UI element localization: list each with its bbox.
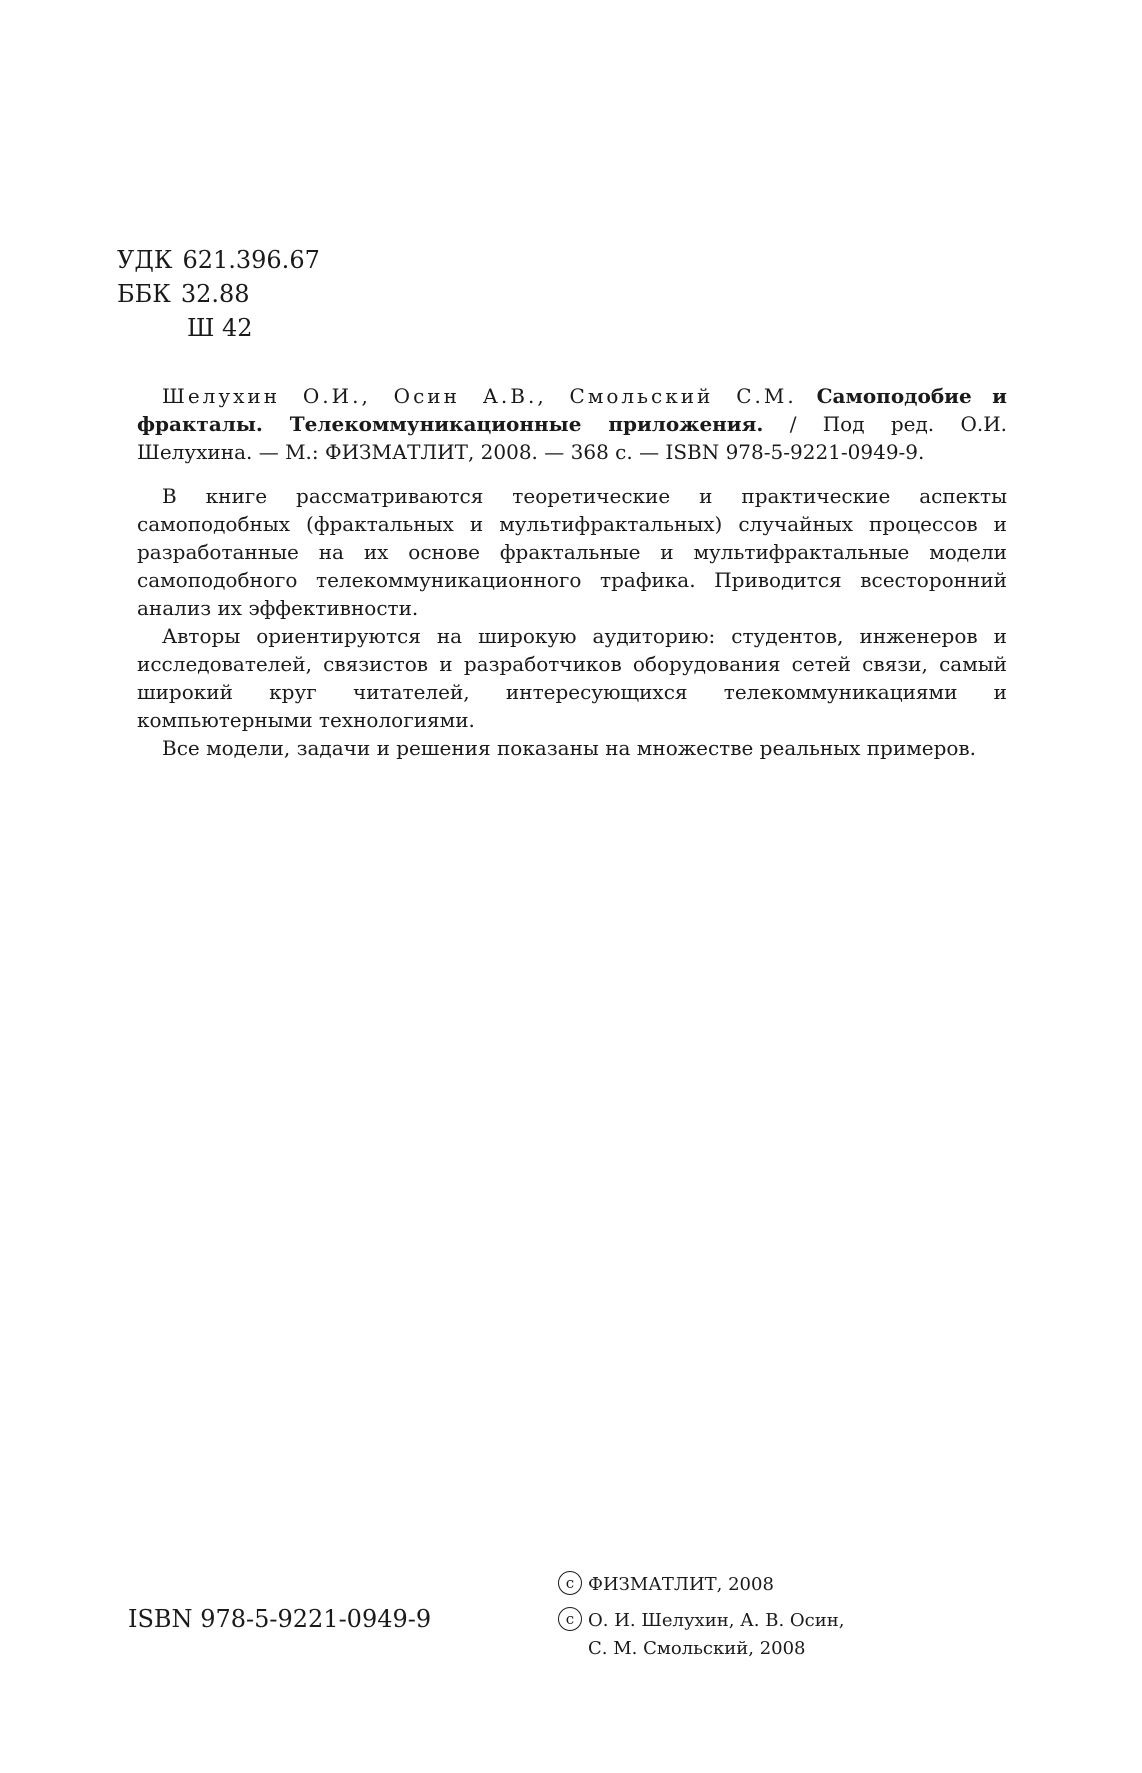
copyright-publisher bbox=[558, 1571, 844, 1599]
bbk-line bbox=[117, 277, 320, 311]
udk-label: УДК bbox=[117, 246, 173, 274]
classification-block bbox=[117, 243, 320, 345]
bibliographic-citation bbox=[137, 382, 1007, 466]
isbn: ISBN 978-5-9221-0949-9 bbox=[128, 1605, 432, 1633]
abstract-paragraph-2: Авторы ориентируются на широкую аудиторию: студентов, инженеров и исследователей, связистов и разработчиков оборудования сетей связи, самый широкий круг читателей, интересующихся телекоммуникациями и компьютерными технологиями. bbox=[137, 624, 1007, 732]
copyright-block bbox=[558, 1571, 844, 1663]
abstract-paragraph-1: В книге рассматриваются теоретические и практические аспекты самоподобных (фрактальных и мультифрактальных) случайных процессов и разработанные на их основе фрактальные и мультифрактальные модели самоподобного телекоммуникационного трафика. Приводится всесторонний анализ их эффективности. bbox=[137, 484, 1007, 620]
abstract-paragraph-3: Все модели, задачи и решения показаны на множестве реальных примеров. bbox=[162, 736, 977, 760]
author-mark: Ш 42 bbox=[187, 314, 253, 342]
bbk-label: ББК bbox=[117, 280, 171, 308]
copyright-icon: c bbox=[558, 1607, 582, 1631]
udk-value: 621.396.67 bbox=[182, 246, 320, 274]
main-text bbox=[137, 382, 1007, 762]
copyright-authors bbox=[558, 1607, 844, 1635]
copyright-publisher-text: ФИЗМАТЛИТ, 2008 bbox=[588, 1574, 774, 1595]
citation-title: Самоподобие и фракталы. Телекоммуникационные приложения. bbox=[137, 384, 1008, 436]
copyright-authors-text-1: О. И. Шелухин, А. В. Осин, bbox=[588, 1610, 845, 1631]
copyright-icon: c bbox=[558, 1571, 582, 1595]
udk-line bbox=[117, 243, 320, 277]
bbk-value: 32.88 bbox=[180, 280, 250, 308]
citation-details: / Под ред. О.И. Шелухина. — М.: ФИЗМАТЛИТ, 2008. — 368 с. — ISBN 978-5-9221-0949-9. bbox=[137, 412, 1007, 464]
copyright-authors-text-2: С. М. Смольский, 2008 bbox=[588, 1638, 806, 1659]
citation-authors: Шелухин О.И., Осин А.В., Смольский С.М. bbox=[162, 384, 797, 408]
